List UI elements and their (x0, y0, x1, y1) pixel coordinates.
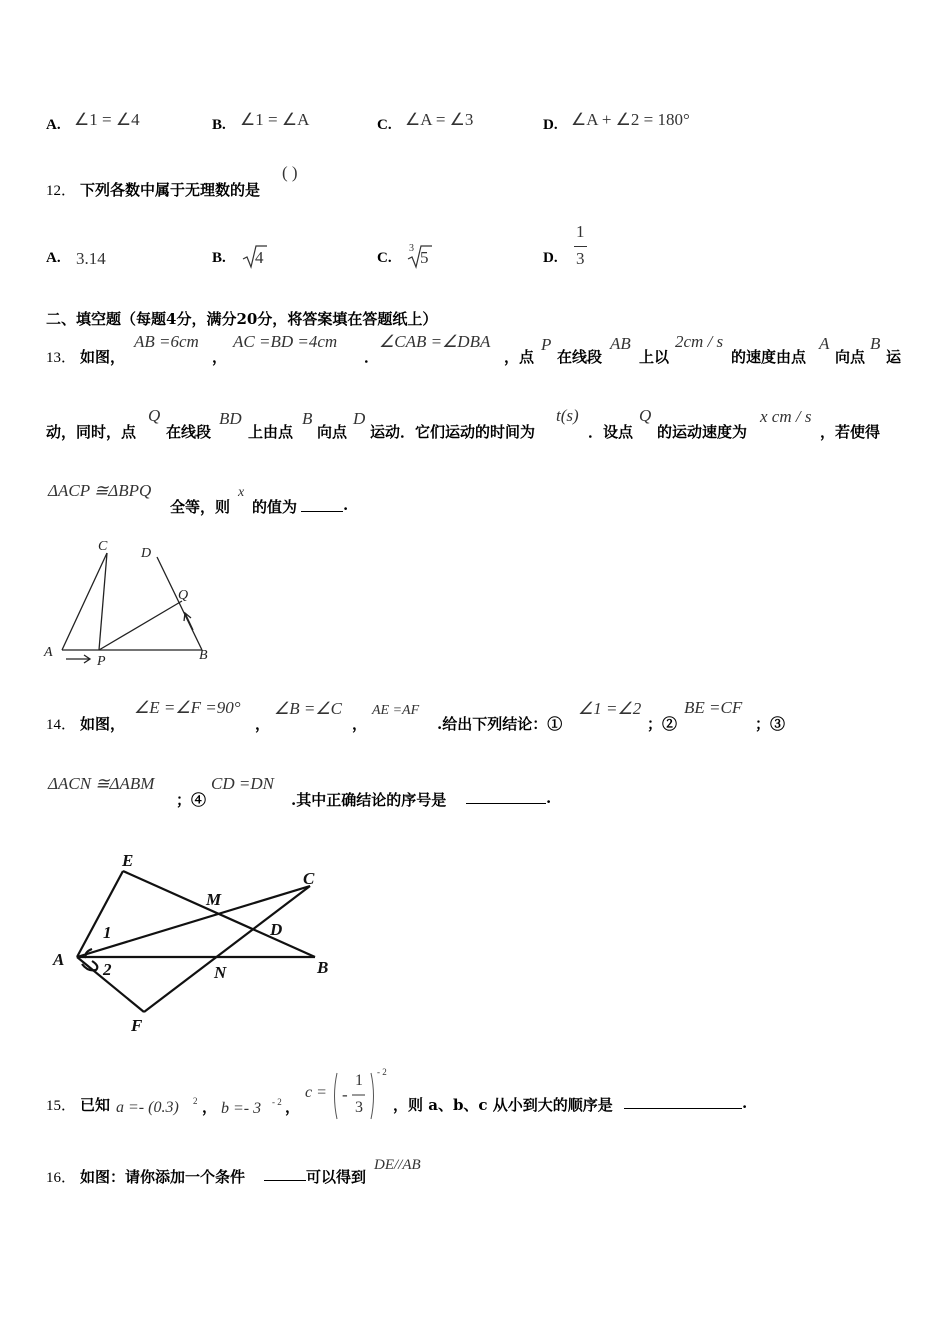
label-n: N (214, 963, 227, 982)
q12-answer-paren: ( ) (282, 163, 298, 182)
label-e: E (122, 851, 134, 870)
q16-math-de-parallel-ab: DE//AB (374, 1157, 421, 1173)
q13-math-bd: BD (219, 409, 242, 428)
q15-math-c-minus: - (342, 1085, 348, 1104)
q12-option-d-fraction (573, 222, 589, 272)
q14-text-3: ， (352, 715, 368, 733)
label-d: D (141, 546, 152, 561)
q15-number: 15． (46, 1098, 77, 1114)
q13-math-p: P (541, 335, 552, 354)
q14-math-ae-af: AE =AF (372, 703, 420, 718)
q14-math-congruent: ΔACN ≅ΔABM (48, 774, 155, 793)
q13-math-angles: ∠CAB =∠DBA (379, 332, 491, 351)
label-a: A (44, 645, 53, 660)
q11-option-a-expr: ∠1 = ∠4 (74, 110, 140, 129)
q16-text-1: 如图：请你添加一个条件 (80, 1168, 246, 1186)
q13-text-9: 运 (886, 348, 902, 366)
q15-math-b: b =- 3 (221, 1100, 262, 1117)
q13-math-x: x (238, 485, 245, 500)
q14-text-7: ；④ (176, 791, 207, 809)
q13-math-x-speed: x cm / s (760, 407, 812, 426)
q14-math-cd-dn: CD =DN (211, 774, 274, 793)
q13-math-ac-bd: AC =BD =4cm (233, 332, 338, 351)
q11-option-b-letter: B. (212, 117, 226, 133)
q15-sep-2: ， (285, 1098, 301, 1116)
q14-number: 14． (46, 717, 77, 733)
q13-math-b2: B (302, 409, 313, 428)
q13-text-8: 向点 (835, 348, 866, 366)
q12-option-a-expr: 3.14 (76, 249, 106, 268)
q15-text-2: ，则 a、b、c 从小到大的顺序是 (393, 1096, 613, 1114)
q13-math-q: Q (148, 406, 161, 425)
q13-text-17: ，若使得 (820, 423, 881, 441)
q15-sep-1: ， (202, 1098, 218, 1116)
q13-text-4: ，点 (504, 348, 535, 366)
q13-text-7: 的速度由点 (731, 348, 807, 366)
q16-answer-blank[interactable] (264, 1166, 306, 1181)
q13-math-time: t(s) (556, 406, 579, 425)
segment-db (157, 557, 202, 650)
q13-text-20: . (343, 496, 349, 514)
label-a: A (53, 950, 65, 969)
q15-math-c: c = (305, 1084, 327, 1101)
q15-paren-icon (331, 1071, 377, 1121)
arrow-p-icon (66, 655, 90, 663)
q15-math-a-exp: 2 (193, 1096, 198, 1106)
q13-text-6: 上以 (639, 348, 670, 366)
label-q: Q (178, 588, 189, 603)
q13-text-15: ．设点 (588, 423, 634, 441)
q12-text: 下列各数中属于无理数的是 (80, 181, 261, 199)
q14-text-9: . (546, 789, 552, 807)
q11-option-c-expr: ∠A = ∠3 (405, 110, 474, 129)
q11-option-d-letter: D. (543, 117, 558, 133)
label-d: D (270, 920, 283, 939)
q12-option-d-numerator: 1 (576, 222, 585, 241)
section-2-title: 二、填空题（每题4分，满分20分，将答案填在答题纸上） (46, 310, 438, 328)
q14-text-1: 如图， (80, 715, 126, 733)
q12-option-c-index: 3 (409, 243, 414, 254)
q15-math-a: a =- (0.3) (116, 1099, 179, 1116)
segment-fc (144, 886, 310, 1012)
q13-figure (40, 533, 215, 668)
q13-text-11: 在线段 (166, 423, 212, 441)
q12-option-d-denominator: 3 (576, 249, 585, 268)
q13-text-16: 的运动速度为 (657, 423, 748, 441)
q13-text-3: ． (364, 348, 380, 366)
label-2: 2 (103, 960, 112, 979)
q13-text-2: ， (212, 348, 228, 366)
q13-math-a: A (819, 334, 830, 353)
q16-number: 16． (46, 1170, 77, 1186)
q12-number: 12． (46, 183, 77, 199)
q11-option-c-letter: C. (377, 117, 392, 133)
q15-math-c-denominator: 3 (355, 1099, 363, 1116)
q12-option-a-letter: A. (46, 250, 61, 266)
q12-option-b-letter: B. (212, 250, 226, 266)
q13-text-19: 的值为 (252, 498, 298, 516)
q14-text-8: .其中正确结论的序号是 (291, 791, 447, 809)
q13-text-13: 向点 (317, 423, 348, 441)
label-1: 1 (103, 923, 112, 942)
q14-math-angle-12: ∠1 =∠2 (578, 699, 642, 718)
q13-number: 13． (46, 350, 77, 366)
q14-text-2: ， (255, 715, 271, 733)
q14-text-6: ；③ (755, 715, 786, 733)
q14-figure (40, 842, 350, 1042)
fraction-bar (574, 246, 587, 247)
q16-text-2: 可以得到 (306, 1168, 367, 1186)
label-b: B (199, 648, 208, 663)
q15-text-1: 已知 (80, 1096, 111, 1114)
q15-math-c-exp: - 2 (377, 1067, 387, 1077)
label-c: C (303, 869, 315, 888)
q12-option-b-radicand: 4 (255, 248, 264, 267)
q14-text-5: ；② (647, 715, 678, 733)
segment-pq (99, 601, 182, 650)
q13-math-speed: 2cm / s (675, 332, 724, 351)
q14-math-angle-bc: ∠B =∠C (274, 699, 342, 718)
q13-math-d: D (353, 409, 366, 428)
label-m: M (206, 890, 222, 909)
q13-text-12: 上由点 (248, 423, 294, 441)
label-c: C (98, 539, 108, 554)
q12-option-c-letter: C. (377, 250, 392, 266)
q12-option-d-letter: D. (543, 250, 558, 266)
q13-math-congruent: ΔACP ≅ΔBPQ (48, 481, 152, 500)
q11-option-d-expr: ∠A + ∠2 = 180° (571, 110, 690, 129)
q13-text-14: 运动．它们运动的时间为 (370, 423, 536, 441)
q13-text-1: 如图， (80, 348, 126, 366)
q13-math-ab-seg: AB (610, 334, 631, 353)
q14-math-be-cf: BE =CF (684, 698, 743, 717)
q13-text-18: 全等，则 (170, 498, 231, 516)
q12-option-c-radicand: 5 (420, 248, 429, 267)
q14-math-right-angles: ∠E =∠F =90° (134, 698, 241, 717)
q11-option-a-letter: A. (46, 117, 61, 133)
label-b: B (317, 958, 329, 977)
q13-math-ab: AB =6cm (134, 332, 199, 351)
q13-answer-blank[interactable] (301, 497, 343, 512)
q14-text-4: .给出下列结论：① (437, 715, 563, 733)
q15-text-3: . (742, 1094, 748, 1112)
q15-answer-blank[interactable] (624, 1094, 742, 1109)
label-p: P (97, 654, 106, 668)
q14-answer-blank[interactable] (466, 789, 546, 804)
q13-text-10: 动，同时，点 (46, 423, 137, 441)
label-f: F (131, 1016, 143, 1035)
q13-text-5: 在线段 (557, 348, 603, 366)
q15-math-b-exp: - 2 (272, 1097, 282, 1107)
q15-math-c-numerator: 1 (355, 1072, 363, 1089)
q11-option-b-expr: ∠1 = ∠A (240, 110, 310, 129)
q13-math-q2: Q (639, 406, 652, 425)
q13-math-b: B (870, 334, 881, 353)
